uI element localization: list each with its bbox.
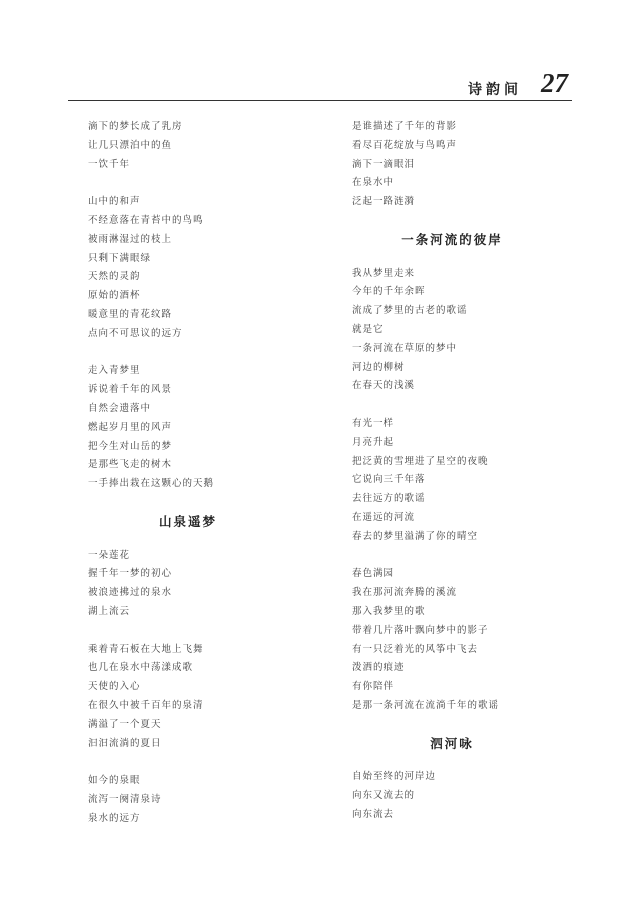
header-rule — [68, 100, 572, 101]
poem-line: 它说向三千年落 — [352, 474, 426, 486]
poem-line: 泼洒的痕迹 — [352, 662, 405, 674]
poem-line: 乘着青石板在大地上飞舞 — [88, 643, 204, 655]
poem-line: 也几在泉水中荡漾成歌 — [88, 662, 194, 674]
stanza — [352, 415, 552, 547]
poem-line: 天然的灵韵 — [88, 271, 141, 283]
poem-line: 带着几片落叶飘向梦中的影子 — [352, 624, 489, 636]
poem-line: 不经意落在青苔中的鸟鸣 — [88, 214, 204, 226]
poem-line: 我从梦里走来 — [352, 267, 416, 279]
stanza — [88, 547, 288, 622]
stanza — [88, 118, 288, 174]
poem-line: 春色满园 — [352, 568, 395, 580]
poem-line: 满溢了一个夏天 — [88, 718, 162, 730]
poem-line: 天使的入心 — [88, 681, 141, 693]
poem-line: 今年的千年余晖 — [352, 286, 426, 298]
poem-line: 滴下的梦长成了乳房 — [88, 121, 183, 132]
poem-line: 去往远方的歌谣 — [352, 493, 426, 505]
poem-line: 燃起岁月里的风声 — [88, 421, 173, 433]
poem-line: 诉说着千年的风景 — [88, 384, 173, 396]
poem-line: 是谁描述了千年的背影 — [352, 121, 458, 132]
poem-line: 在遥远的河流 — [352, 511, 416, 523]
left-column — [88, 118, 288, 828]
poem-line: 流泻一阕清泉诗 — [88, 793, 162, 805]
poem-line: 走入青梦里 — [88, 365, 141, 377]
poem-line: 一手捧出栽在这颗心的天鹅 — [88, 478, 215, 490]
poem-line: 握千年一梦的初心 — [88, 568, 173, 580]
poem-line: 月亮升起 — [352, 436, 395, 448]
poem-line: 自然会遗落中 — [88, 402, 152, 414]
poem-line: 河边的柳树 — [352, 361, 405, 373]
stanza — [352, 118, 552, 212]
stanza — [352, 265, 552, 397]
poem-line: 春去的梦里溢满了你的晴空 — [352, 530, 479, 542]
poem-line: 让几只漂泊中的鱼 — [88, 139, 173, 151]
poem-line: 如今的泉眼 — [88, 775, 141, 787]
poem-line: 那入我梦里的歌 — [352, 605, 426, 617]
poem-line: 被浪迹拂过的泉水 — [88, 587, 173, 599]
poem-line: 点向不可思议的远方 — [88, 327, 183, 339]
poem-line: 向东流去 — [352, 808, 395, 820]
poem-line: 有光一样 — [352, 417, 395, 429]
poem-line: 看尽百花绽放与鸟鸣声 — [352, 139, 458, 151]
poem-line: 山中的和声 — [88, 196, 141, 208]
poem-line: 原始的酒杯 — [88, 290, 141, 302]
poem-title: 山泉遥梦 — [158, 513, 217, 529]
poem-line: 泉水的远方 — [88, 812, 141, 824]
poem-line: 一条河流在草原的梦中 — [352, 342, 458, 354]
poem-line: 我在那河流奔腾的溪流 — [352, 587, 458, 599]
poem-line: 泛起一路涟漪 — [352, 196, 416, 208]
page-number: 27 — [541, 68, 568, 98]
poem-line: 在春天的浅溪 — [352, 380, 416, 392]
poem-line: 只剩下满眼绿 — [88, 252, 152, 264]
stanza — [352, 565, 552, 715]
poem-line: 向东又流去的 — [352, 790, 416, 802]
poem-line: 一饮千年 — [88, 158, 131, 170]
right-column — [352, 118, 552, 825]
poem-line: 汩汩流淌的夏日 — [88, 737, 162, 749]
poem-line: 把今生对山岳的梦 — [88, 440, 173, 452]
poem-title: 泗河咏 — [430, 735, 474, 751]
poem-title: 一条河流的彼岸 — [401, 231, 503, 247]
poem-line: 是那一条河流在流淌千年的歌谣 — [352, 699, 500, 711]
poem-line: 在很久中被千百年的泉清 — [88, 699, 204, 711]
poem-line: 有你陪伴 — [352, 681, 395, 693]
poem-line: 流成了梦里的古老的歌谣 — [352, 305, 468, 317]
stanza — [88, 362, 288, 494]
stanza — [88, 772, 288, 828]
poem-line: 是那些飞走的树木 — [88, 459, 173, 471]
stanza — [88, 641, 288, 754]
stanza — [352, 768, 552, 824]
poem-line: 就是它 — [352, 323, 384, 335]
poem-line: 有一只泛着光的风筝中飞去 — [352, 643, 479, 655]
poem-line: 在泉水中 — [352, 177, 395, 189]
poem-line: 暖意里的青花纹路 — [88, 308, 173, 320]
section-title: 诗韵间 — [468, 82, 522, 98]
poem-line: 把泛黄的雪埋进了星空的夜晚 — [352, 455, 489, 467]
stanza — [88, 193, 288, 343]
poem-line: 自始至终的河岸边 — [352, 771, 437, 783]
poem-line: 一朵莲花 — [88, 549, 131, 561]
poem-line: 被雨淋湿过的枝上 — [88, 233, 173, 245]
poem-line: 滴下一滴眼泪 — [352, 158, 416, 170]
poem-line: 湖上流云 — [88, 605, 131, 617]
